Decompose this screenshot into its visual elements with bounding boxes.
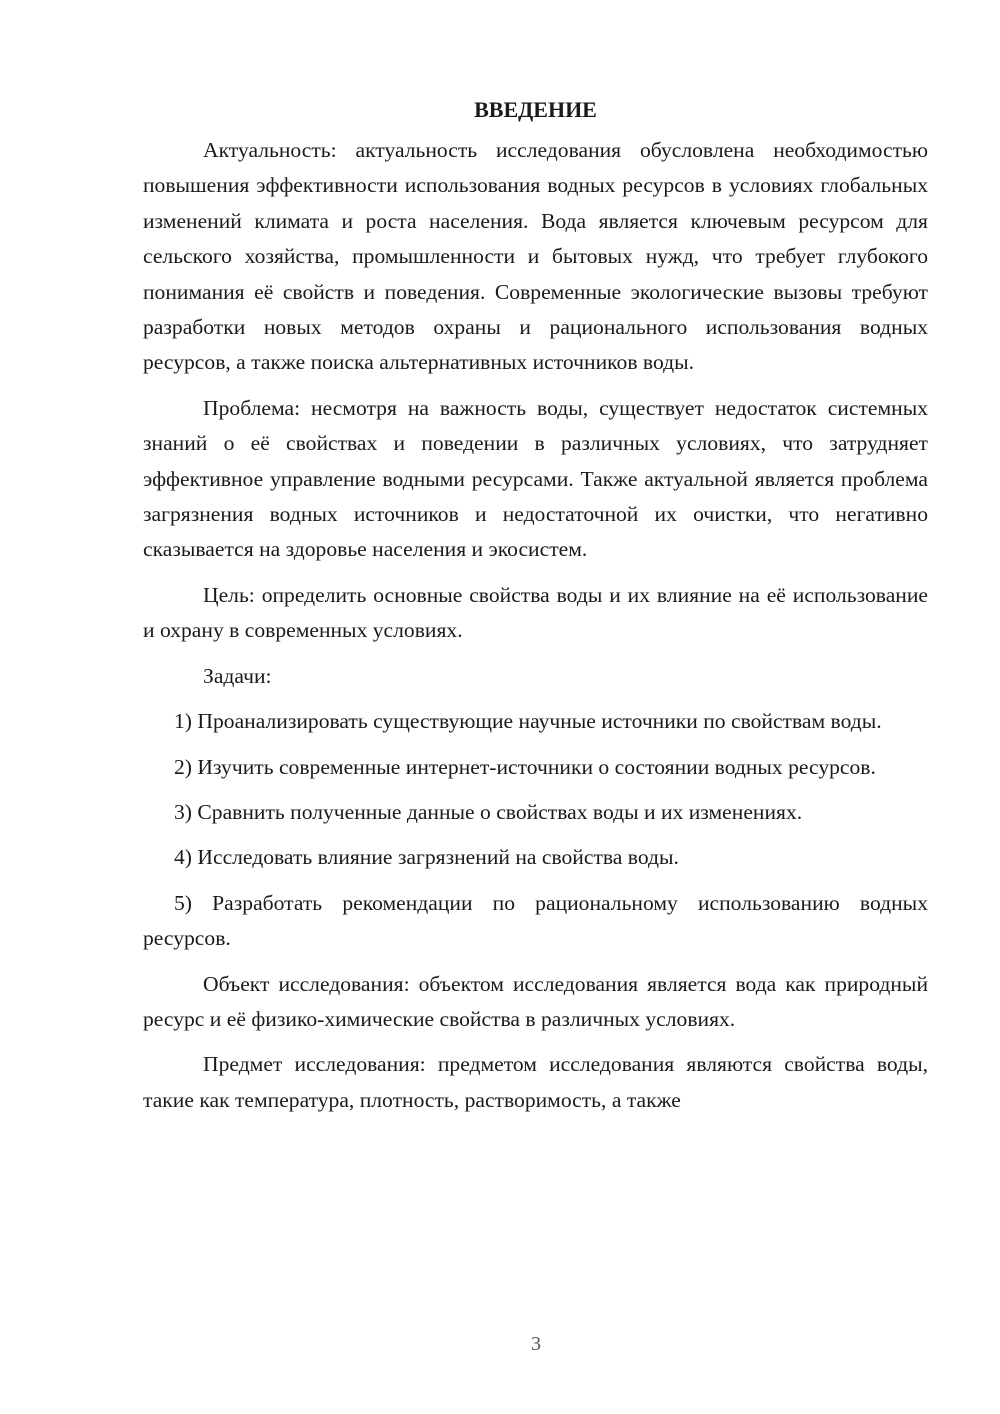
task-item-4: 4) Исследовать влияние загрязнений на свойства воды. (174, 845, 679, 870)
paragraph-goal: Цель: определить основные свойства воды и их влияние на её использование и охрану в современных условиях. (143, 582, 928, 643)
page-content (143, 92, 928, 1128)
task-item-1: 1) Проанализировать существующие научные источники по свойствам воды. (174, 709, 882, 734)
paragraph-problem: Проблема: несмотря на важность воды, существует недостаток системных знаний о её свойствах и поведении в различных условиях, что затрудняет эффективное управление водными ресурсами. Также актуальной является проблема загрязнения водных источников и недостаточной их очистки, что негативно сказывается на здоровье населения и экосистем. (143, 395, 928, 562)
task-item-3: 3) Сравнить полученные данные о свойствах воды и их изменениях. (174, 799, 803, 824)
task-item-5: 5) Разработать рекомендации по рациональному использованию водных ресурсов. (143, 890, 928, 951)
paragraph-object: Объект исследования: объектом исследования является вода как природный ресурс и её физико-химические свойства в различных условиях. (143, 971, 928, 1031)
tasks-label: Задачи: (203, 663, 272, 688)
page-number: 3 (531, 1333, 541, 1355)
paragraph-relevance: Актуальность: актуальность исследования обусловлена необходимостью повышения эффективности использования водных ресурсов в условиях глобальных изменений климата и роста населения. Вода является ключевым ресурсом для сельского хозяйства, промышленности и бытовых нужд, что требует глубокого понимания её свойств и поведения. Современные экологические вызовы требуют разработки новых методов охраны и рационального использования водных ресурсов, а также поиска альтернативных источников воды. (143, 138, 928, 375)
paragraph-subject: Предмет исследования: предметом исследования являются свойства воды, такие как температура, плотность, растворимость, а также (143, 1052, 928, 1112)
task-item-2: 2) Изучить современные интернет-источники о состоянии водных ресурсов. (174, 754, 876, 779)
section-heading: ВВЕДЕНИЕ (474, 97, 597, 122)
